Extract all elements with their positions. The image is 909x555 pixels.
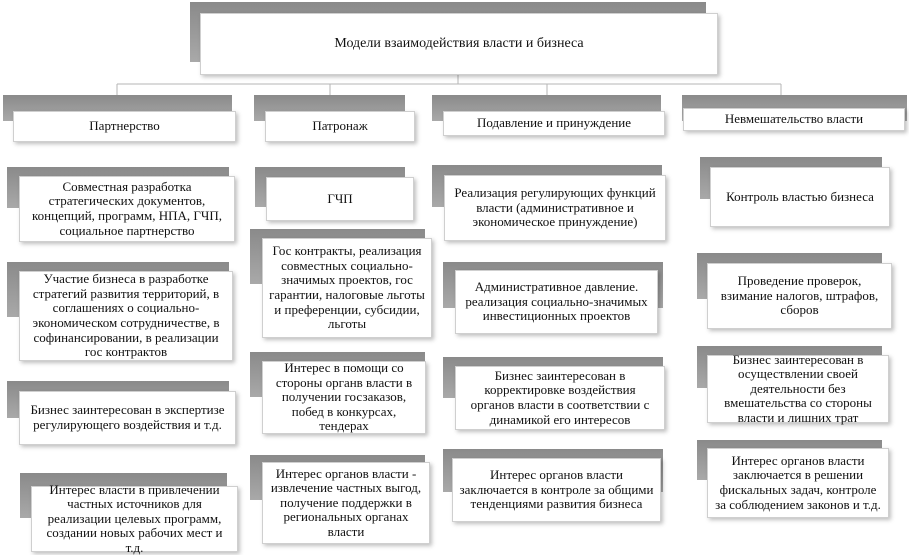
header-suppression: Подавление и принуждение: [443, 111, 665, 136]
nonintervention-item-2: Проведение проверок, взимание налогов, штрафов, сборов: [707, 263, 892, 329]
nonintervention-item-1: Контроль властью бизнеса: [710, 167, 890, 227]
patronage-item-1: ГЧП: [266, 177, 414, 221]
root-label: Модели взаимодействия власти и бизнеса: [334, 36, 584, 52]
partnership-item-4: Интерес власти в привлечении частных источников для реализации целевых программ, создании новых рабочих мест и т.д.: [31, 486, 238, 552]
suppression-item-2: Административное давление. реализация социально-значимых инвестиционных проектов: [455, 270, 658, 334]
partnership-item-3: Бизнес заинтересован в экспертизе регулирующего воздействия и т.д.: [19, 391, 236, 445]
partnership-item-2: Участие бизнеса в разработке стратегий развития территорий, в соглашениях о социально-экономическом сотрудничестве, в софинансировании, в реализации гос контрактов: [19, 271, 233, 361]
suppression-item-1: Реализация регулирующих функций власти (административное и экономическое принуждение): [444, 175, 666, 241]
nonintervention-item-3: Бизнес заинтересован в осуществлении своей деятельности без вмешательства со стороны власти и лишних трат: [707, 355, 889, 423]
header-partnership: Партнерство: [13, 111, 236, 142]
root-node: [200, 13, 718, 75]
suppression-item-3: Бизнес заинтересован в корректировке воздействия органов власти в соответствии с динамикой его интересов: [455, 366, 665, 430]
patronage-item-4: Интерес органов власти - извлечение частных выгод, получение поддержки в региональных органах власти: [262, 462, 430, 544]
header-nonintervention: Невмешательство власти: [683, 108, 905, 131]
partnership-item-1: Совместная разработка стратегических документов, концепций, программ, НПА, ГЧП, социальное партнерство: [19, 176, 235, 242]
suppression-item-4: Интерес органов власти заключается в контроле за общими тенденциями развития бизнеса: [452, 458, 661, 522]
patronage-item-3: Интерес в помощи со стороны органв власти в получении госзаказов, побед в конкурсах, тендерах: [262, 361, 426, 434]
patronage-item-2: Гос контракты, реализация совместных социально-значимых проектов, гос гарантии, налоговые льготы и преференции, субсидии, льготы: [262, 238, 432, 338]
nonintervention-item-4: Интерес органов власти заключается в решении фискальных задач, контроле за соблюдением законов и т.д.: [707, 448, 889, 518]
header-patronage: Патронаж: [265, 111, 415, 142]
